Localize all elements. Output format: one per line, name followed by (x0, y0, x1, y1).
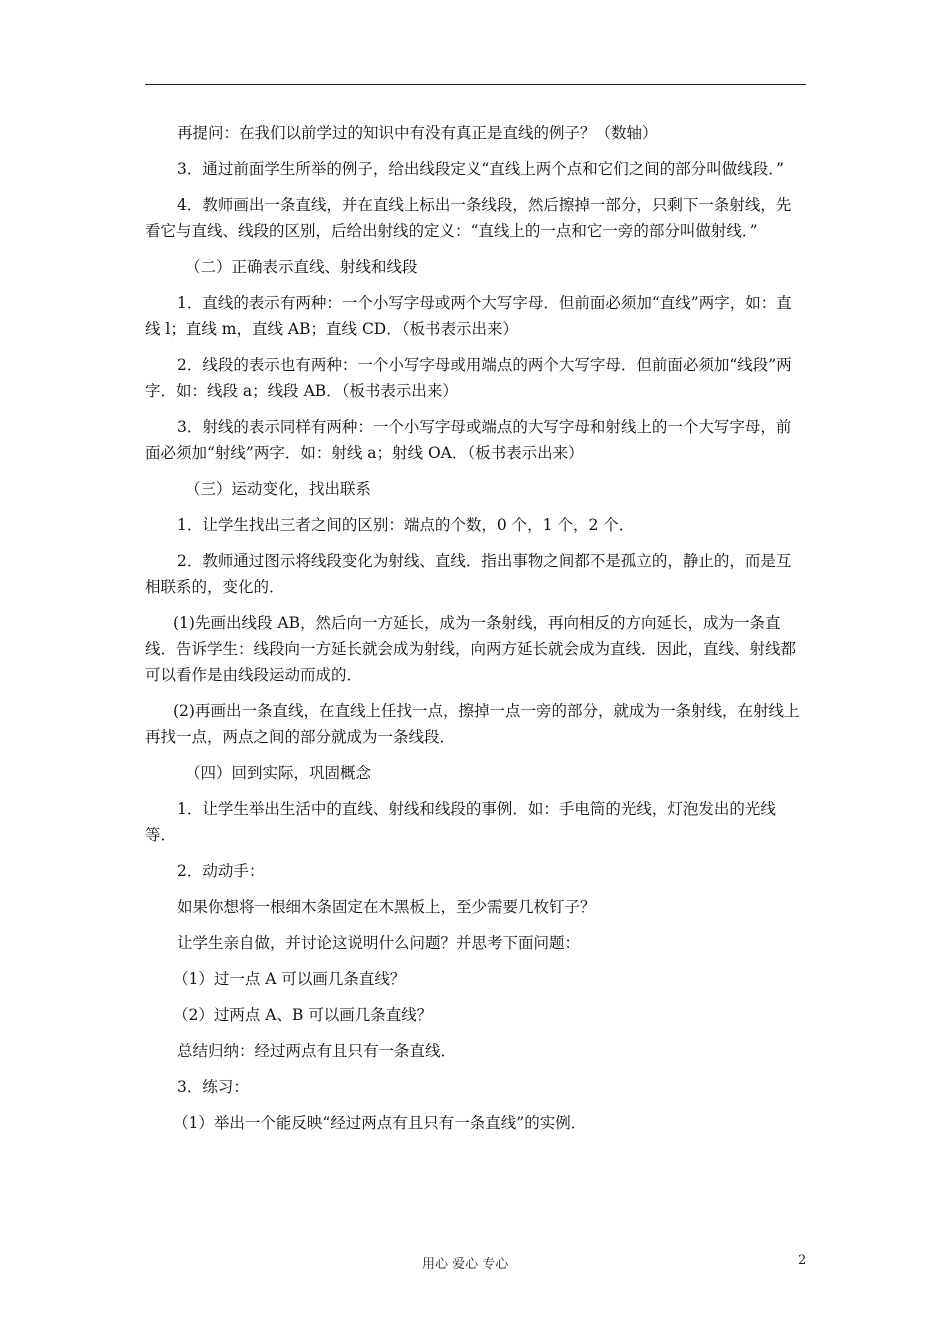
paragraph-12: (2)再画出一条直线，在直线上任找一点，擦掉一点一旁的部分，就成为一条射线，在射线上再找一点，两点之间的部分就成为一条线段． (145, 702, 800, 746)
document-body (145, 120, 806, 1146)
paragraph-2: 3．通过前面学生所举的例子，给出线段定义“直线上两个点和它们之间的部分叫做线段．” (177, 160, 784, 178)
question-1: （1）过一点 A 可以画几条直线？ (173, 970, 406, 988)
paragraph-7: 3．射线的表示同样有两种：一个小写字母或端点的大写字母和射线上的一个大写字母，前面必须加“射线”两字．如：射线 a；射线 OA．（板书表示出来） (145, 418, 792, 462)
paragraph-14: 1．让学生举出生活中的直线、射线和线段的事例．如：手电筒的光线，灯泡发出的光线等． (145, 800, 776, 844)
page-number: 2 (798, 1253, 807, 1268)
paragraph-1: 再提问：在我们以前学过的知识中有没有真正是直线的例子？（数轴） (177, 124, 658, 142)
section-heading-4: （四）回到实际，巩固概念 (185, 764, 372, 782)
paragraph-5: 1．直线的表示有两种：一个小写字母或两个大写字母．但前面必须加“直线”两字，如：直线 l；直线 m，直线 AB；直线 CD．（板书表示出来） (145, 294, 792, 338)
paragraph-15: 2．动动手： (177, 862, 265, 880)
header-rule (145, 84, 806, 85)
paragraph-21: 3．练习： (177, 1078, 249, 1096)
exercise-1: （1）举出一个能反映“经过两点有且只有一条直线”的实例． (173, 1114, 587, 1132)
paragraph-10: 2．教师通过图示将线段变化为射线、直线．指出事物之间都不是孤立的，静止的，而是互相联系的，变化的． (145, 552, 792, 596)
paragraph-11: (1)先画出线段 AB，然后向一方延长，成为一条射线，再向相反的方向延长，成为一条直线．告诉学生：线段向一方延长就会成为射线，向两方延长就会成为直线．因此，直线、射线都可以看作是由线段运动而成的． (145, 614, 797, 684)
paragraph-17: 让学生亲自做，并讨论这说明什么问题？并思考下面问题： (177, 934, 581, 952)
paragraph-6: 2．线段的表示也有两种：一个小写字母或用端点的两个大写字母．但前面必须加“线段”两字．如：线段 a；线段 AB．（板书表示出来） (145, 356, 792, 400)
paragraph-3: 4．教师画出一条直线，并在直线上标出一条线段，然后擦掉一部分，只剩下一条射线，先看它与直线、线段的区别，后给出射线的定义：“直线上的一点和它一旁的部分叫做射线．” (145, 196, 792, 240)
section-heading-3: （三）运动变化，找出联系 (185, 480, 372, 498)
question-2: （2）过两点 A、B 可以画几条直线？ (173, 1006, 433, 1024)
paragraph-9: 1．让学生找出三者之间的区别：端点的个数，0 个，1 个，2 个． (177, 516, 635, 534)
footer-slogan: 用心 爱心 专心 (422, 1257, 509, 1272)
section-heading-2: （二）正确表示直线、射线和线段 (185, 258, 418, 276)
paragraph-16: 如果你想将一根细木条固定在木黑板上，至少需要几枚钉子？ (177, 898, 596, 916)
paragraph-20: 总结归纳：经过两点有且只有一条直线． (177, 1042, 457, 1060)
